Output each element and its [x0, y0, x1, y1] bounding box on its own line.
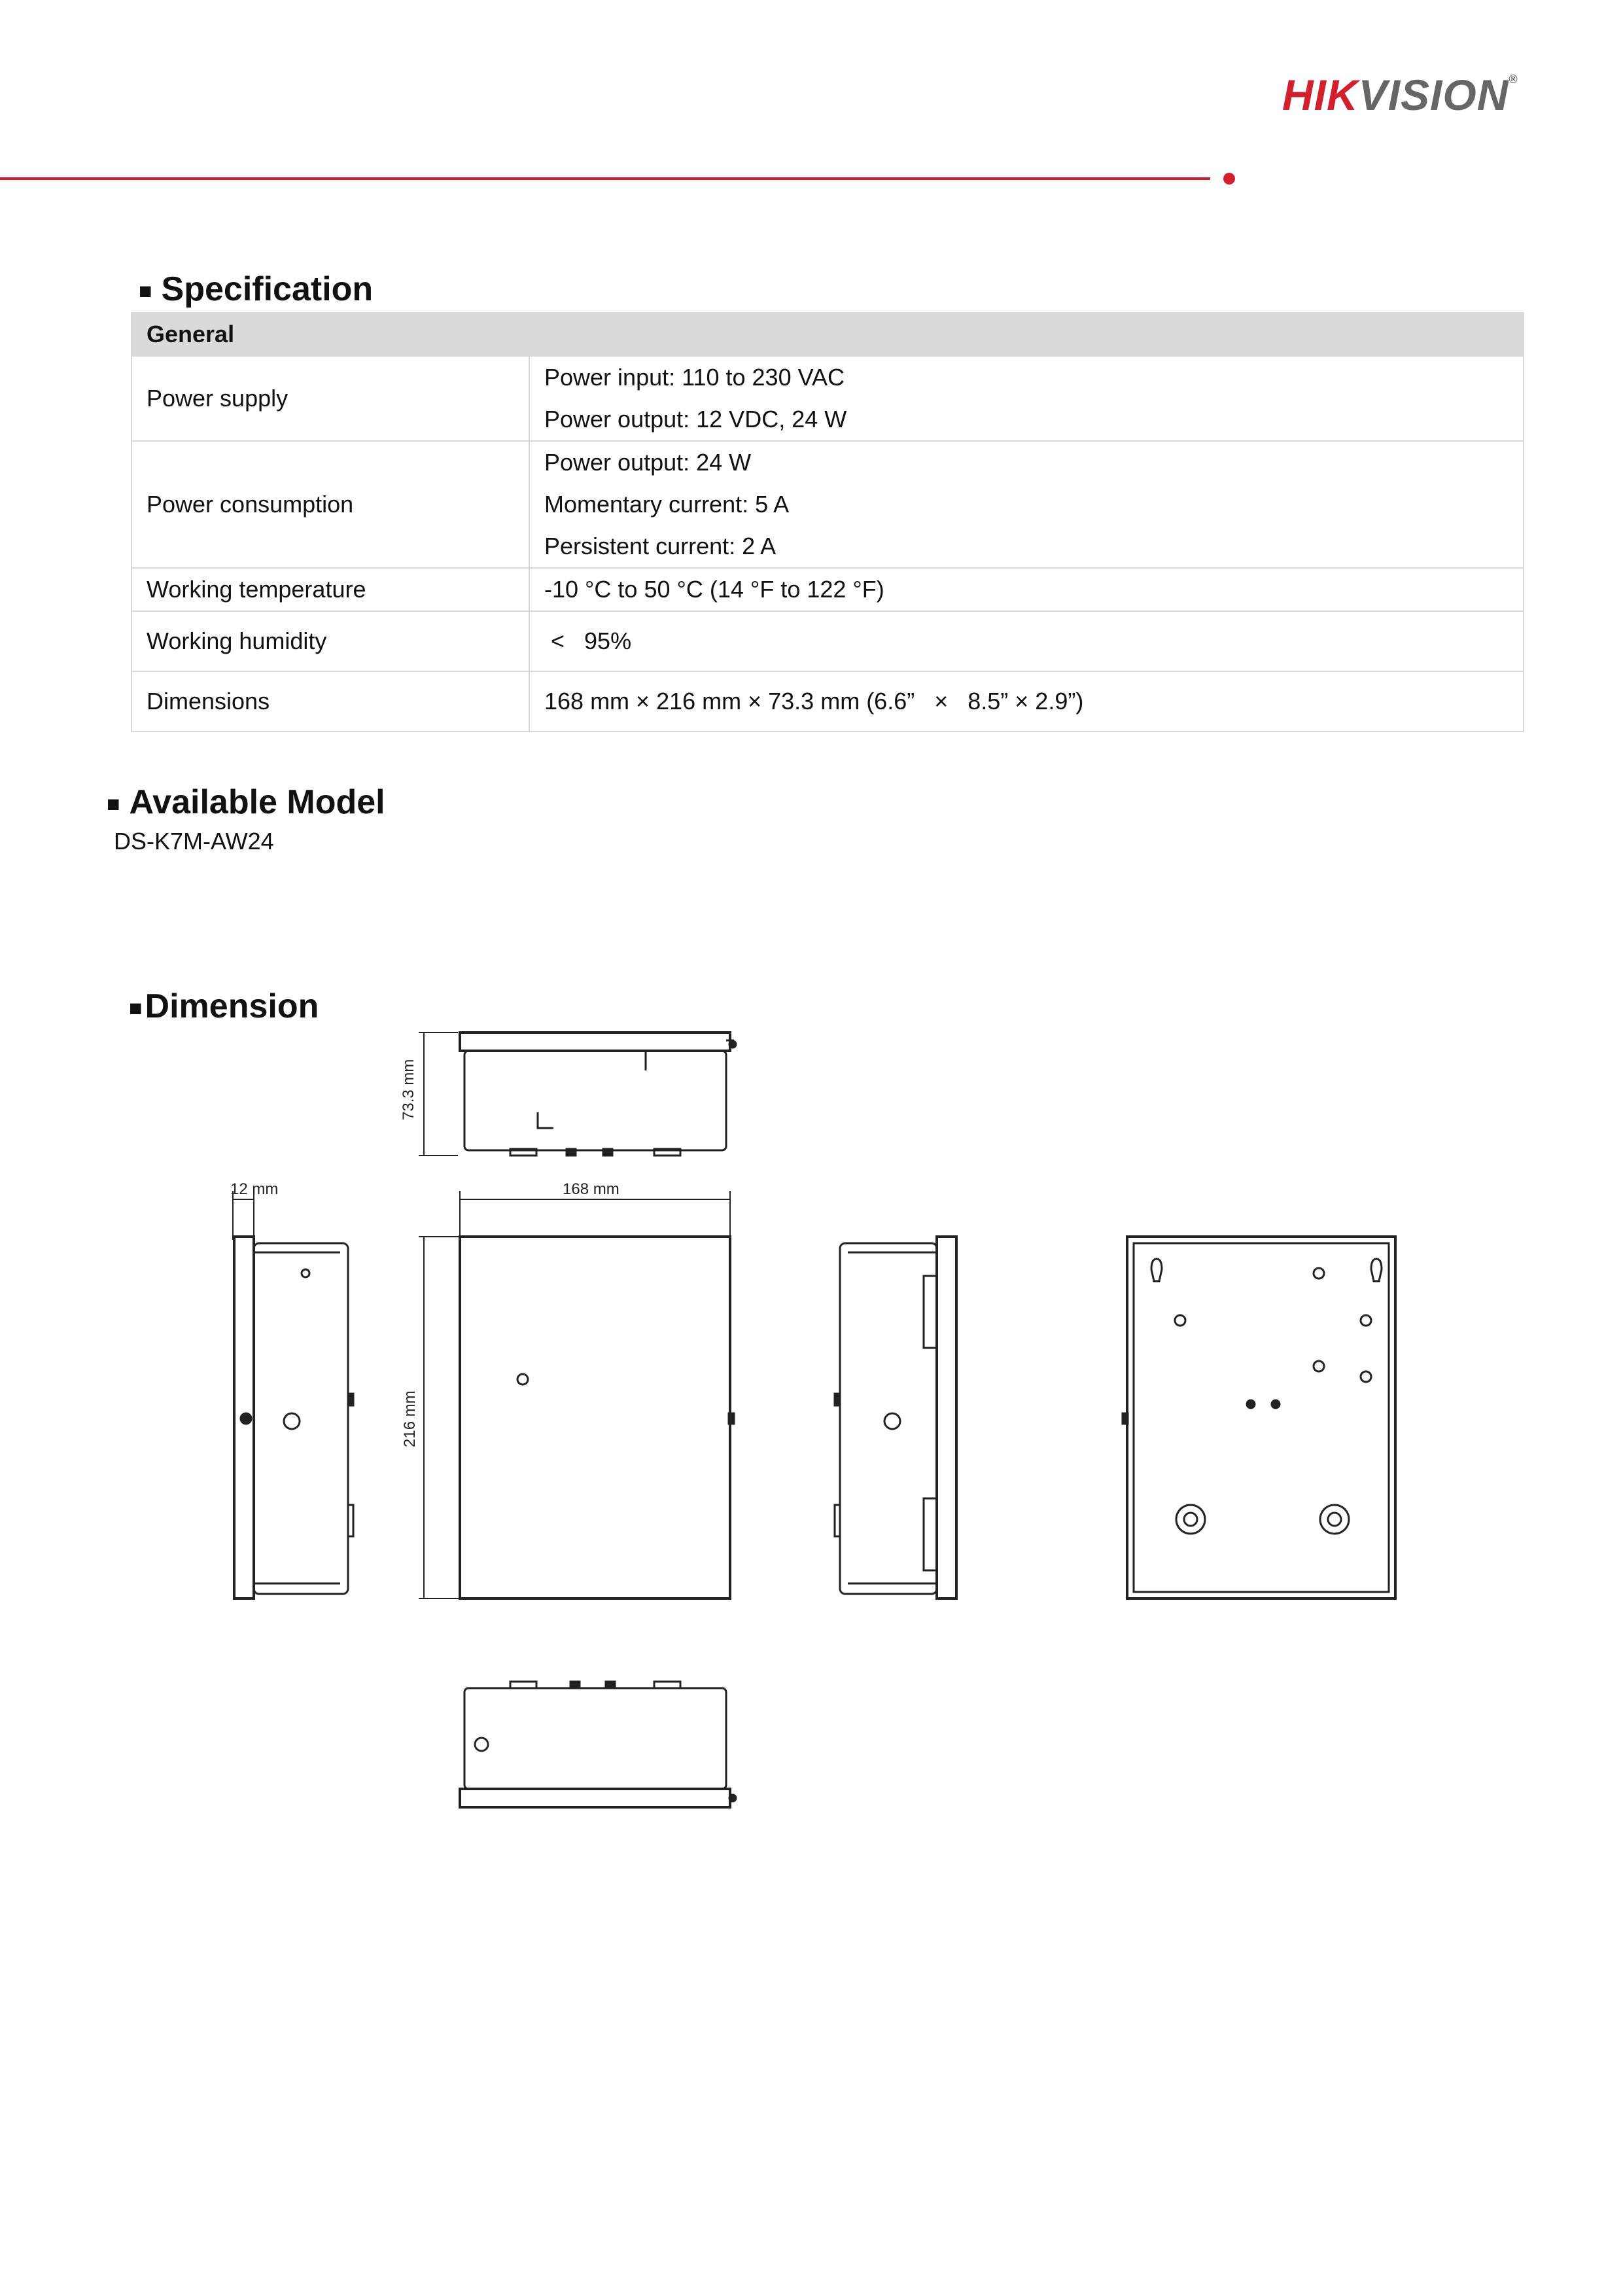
front-view [460, 1237, 734, 1598]
row-value: Power output: 12 VDC, 24 W [544, 406, 847, 433]
square-bullet-icon: ■ [139, 279, 152, 304]
available-model-heading: ■ Available Model [107, 783, 385, 821]
length-dimension-label: 216 mm [401, 1390, 419, 1447]
square-bullet-icon: ■ [107, 792, 120, 817]
row-value: Power input: 110 to 230 VAC [544, 364, 845, 391]
right-side-view [835, 1237, 956, 1598]
left-side-view [234, 1237, 353, 1598]
dimension-heading: ■Dimension [129, 987, 319, 1025]
row-value: < 95% [544, 627, 632, 654]
width-dimension-label: 168 mm [563, 1180, 620, 1198]
table-group-label: General [131, 313, 1524, 356]
row-label: Power supply [131, 356, 529, 441]
row-value: 168 mm × 216 mm × 73.3 mm (6.6” × 8.5” × 2.9”) [544, 688, 1084, 715]
row-value: Persistent current: 2 A [544, 533, 777, 559]
specification-heading: ■ Specification [139, 270, 374, 308]
square-bullet-icon: ■ [129, 996, 143, 1021]
bottom-view [460, 1682, 736, 1807]
row-label: Dimensions [131, 671, 529, 732]
model-number: DS-K7M-AW24 [114, 828, 274, 855]
row-label: Power consumption [131, 441, 529, 568]
side-depth-dimension-label: 12 mm [230, 1180, 279, 1198]
row-value: -10 °C to 50 °C (14 °F to 122 °F) [544, 576, 884, 603]
back-view [1123, 1237, 1395, 1598]
hikvision-logo: HIKVISION® [1282, 71, 1518, 119]
row-label: Working temperature [131, 568, 529, 611]
row-label: Working humidity [131, 611, 529, 671]
top-view [419, 1033, 736, 1156]
height-dimension-label: 73.3 mm [400, 1059, 417, 1120]
row-value: Momentary current: 5 A [544, 491, 790, 518]
row-value: Power output: 24 W [544, 449, 752, 476]
